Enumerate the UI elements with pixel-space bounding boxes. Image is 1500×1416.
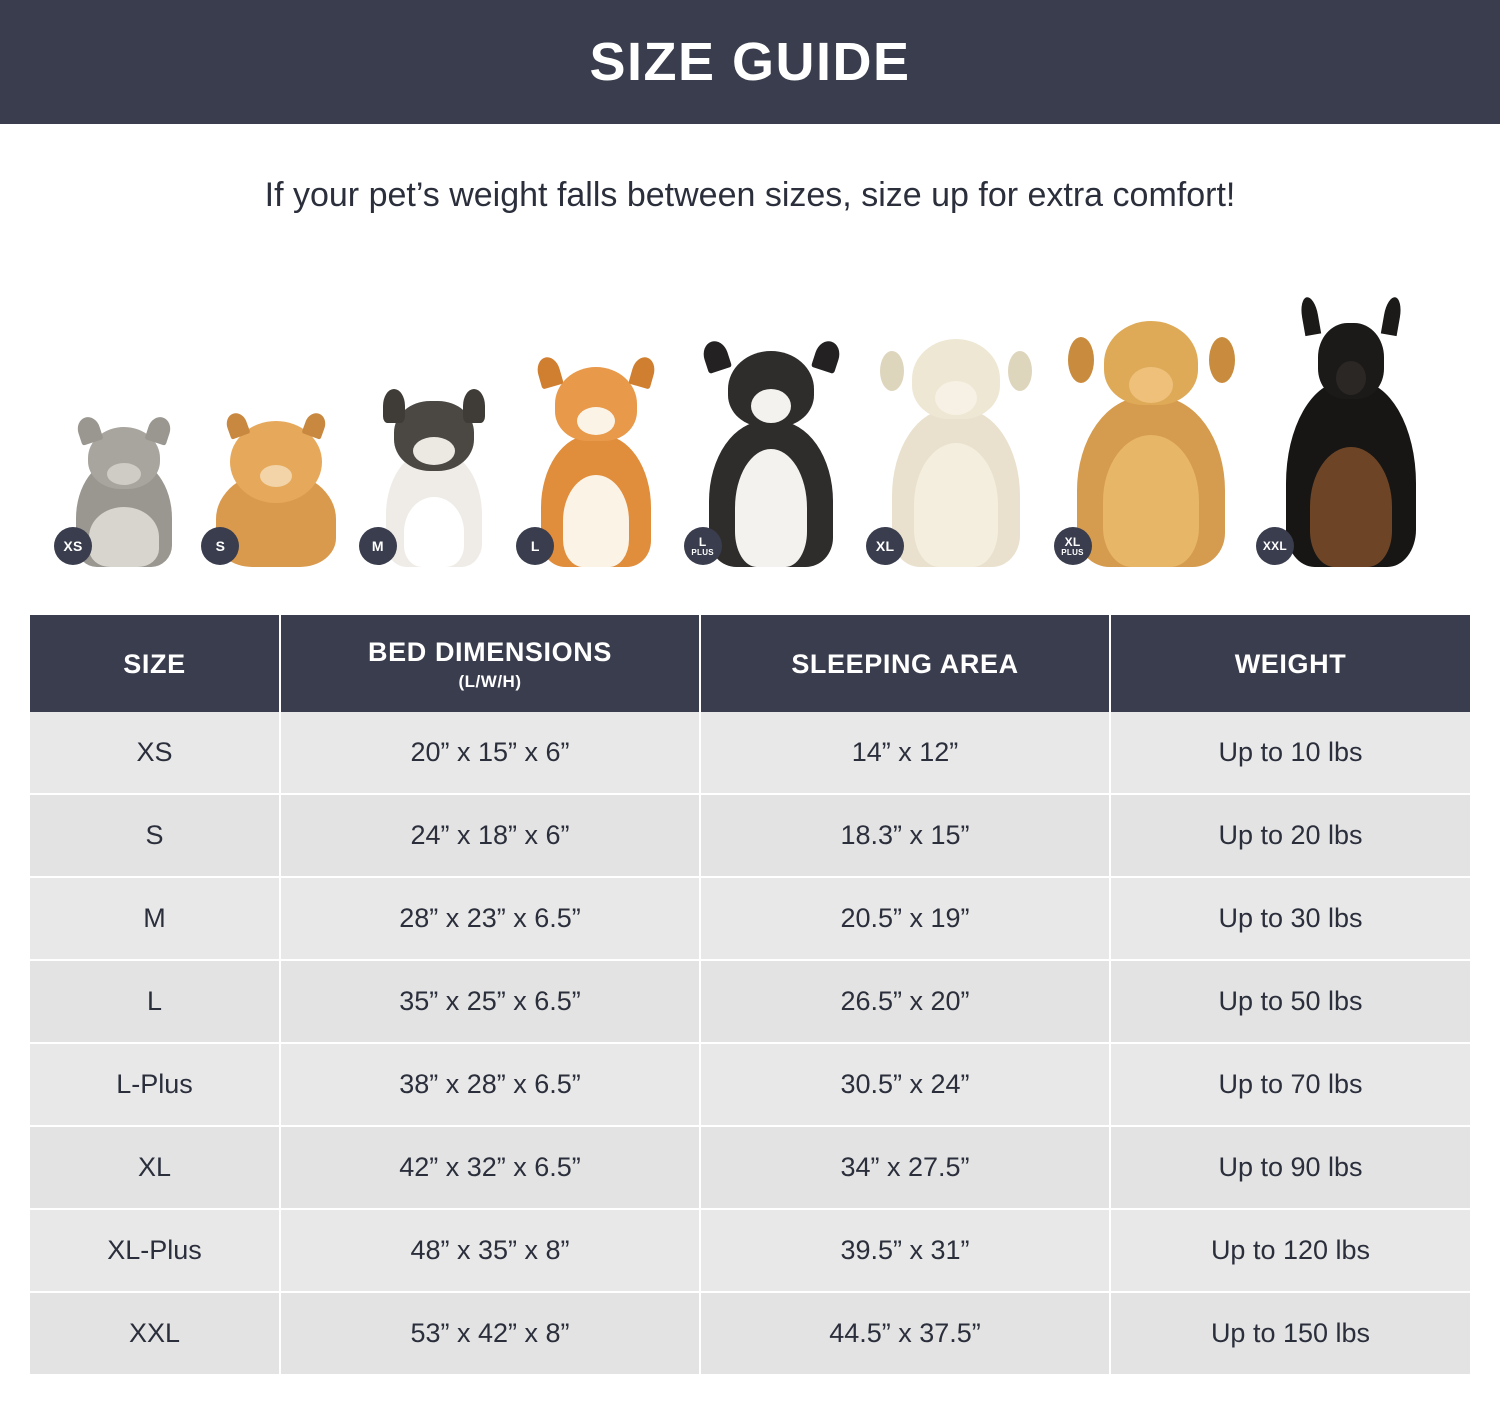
cell-weight: Up to 120 lbs <box>1110 1209 1470 1292</box>
column-header-size <box>30 615 280 712</box>
pet-figure-cat <box>54 417 194 567</box>
table-row <box>30 794 1470 877</box>
table-row <box>30 877 1470 960</box>
table-row <box>30 1209 1470 1292</box>
cell-sleeping-area: 26.5” x 20” <box>700 960 1110 1043</box>
pet-figure-pomeranian <box>201 407 351 567</box>
pet-figure-doberman <box>1256 299 1446 567</box>
table-row <box>30 1126 1470 1209</box>
pet-item-xs <box>54 417 194 567</box>
cell-sleeping-area: 30.5” x 24” <box>700 1043 1110 1126</box>
pet-item-m <box>359 389 509 567</box>
column-header-sleeping-area <box>700 615 1110 712</box>
cell-size: XL-Plus <box>30 1209 280 1292</box>
size-badge-l-plus: L PLUS <box>684 527 722 565</box>
cell-sleeping-area: 14” x 12” <box>700 712 1110 794</box>
cell-weight: Up to 70 lbs <box>1110 1043 1470 1126</box>
cell-dimensions: 20” x 15” x 6” <box>280 712 700 794</box>
cell-dimensions: 53” x 42” x 8” <box>280 1292 700 1375</box>
table-row <box>30 1292 1470 1375</box>
cell-dimensions: 48” x 35” x 8” <box>280 1209 700 1292</box>
pet-item-l-plus <box>684 345 859 567</box>
table-row <box>30 960 1470 1043</box>
pet-size-illustration-row <box>30 277 1470 567</box>
table-row <box>30 1043 1470 1126</box>
cell-sleeping-area: 44.5” x 37.5” <box>700 1292 1110 1375</box>
size-badge-m: M <box>359 527 397 565</box>
subtitle-text: If your pet’s weight falls between sizes, size up for extra comfort! <box>264 176 1236 214</box>
size-badge-xl: XL <box>866 527 904 565</box>
column-header-weight <box>1110 615 1470 712</box>
pet-figure-french-bulldog <box>359 389 509 567</box>
cell-sleeping-area: 18.3” x 15” <box>700 794 1110 877</box>
size-chart-container <box>30 615 1470 1376</box>
cell-dimensions: 28” x 23” x 6.5” <box>280 877 700 960</box>
cell-sleeping-area: 34” x 27.5” <box>700 1126 1110 1209</box>
page-title: SIZE GUIDE <box>589 32 911 92</box>
pet-item-xl <box>866 335 1046 567</box>
cell-dimensions: 35” x 25” x 6.5” <box>280 960 700 1043</box>
size-badge-l: L <box>516 527 554 565</box>
size-badge-xxl: XXL <box>1256 527 1294 565</box>
pet-item-xl-plus <box>1054 319 1249 567</box>
cell-dimensions: 24” x 18” x 6” <box>280 794 700 877</box>
cell-weight: Up to 20 lbs <box>1110 794 1470 877</box>
column-header-bed-dimensions-unit: (L/W/H) <box>458 672 522 691</box>
pet-figure-border-collie <box>684 345 859 567</box>
pet-figure-golden-retriever <box>1054 319 1249 567</box>
pet-item-s <box>201 407 351 567</box>
cell-weight: Up to 90 lbs <box>1110 1126 1470 1209</box>
cell-size: S <box>30 794 280 877</box>
doberman-illustration <box>1256 299 1446 567</box>
pet-figure-shiba <box>516 359 676 567</box>
cell-dimensions: 42” x 32” x 6.5” <box>280 1126 700 1209</box>
pet-figure-labrador <box>866 335 1046 567</box>
cell-dimensions: 38” x 28” x 6.5” <box>280 1043 700 1126</box>
size-guide-header <box>0 0 1500 124</box>
cell-weight: Up to 150 lbs <box>1110 1292 1470 1375</box>
column-header-sleeping-area-label: SLEEPING AREA <box>791 649 1019 679</box>
size-badge-xl-plus: XL PLUS <box>1054 527 1092 565</box>
size-chart-table <box>30 615 1470 1376</box>
cell-weight: Up to 30 lbs <box>1110 877 1470 960</box>
table-header-row <box>30 615 1470 712</box>
cell-size: XXL <box>30 1292 280 1375</box>
column-header-bed-dimensions-label: BED DIMENSIONS <box>368 637 612 667</box>
column-header-size-label: SIZE <box>123 649 186 679</box>
pet-item-l <box>516 359 676 567</box>
cell-sleeping-area: 39.5” x 31” <box>700 1209 1110 1292</box>
table-row <box>30 712 1470 794</box>
size-badge-xs: XS <box>54 527 92 565</box>
table-header <box>30 615 1470 712</box>
cell-weight: Up to 50 lbs <box>1110 960 1470 1043</box>
cell-size: M <box>30 877 280 960</box>
column-header-weight-label: WEIGHT <box>1234 649 1347 679</box>
cell-weight: Up to 10 lbs <box>1110 712 1470 794</box>
cell-size: L <box>30 960 280 1043</box>
cell-size: XL <box>30 1126 280 1209</box>
column-header-bed-dimensions <box>280 615 700 712</box>
cell-sleeping-area: 20.5” x 19” <box>700 877 1110 960</box>
size-badge-s: S <box>201 527 239 565</box>
cell-size: L-Plus <box>30 1043 280 1126</box>
subtitle-container <box>0 124 1500 215</box>
pet-item-xxl <box>1256 299 1446 567</box>
cell-size: XS <box>30 712 280 794</box>
table-body <box>30 712 1470 1375</box>
